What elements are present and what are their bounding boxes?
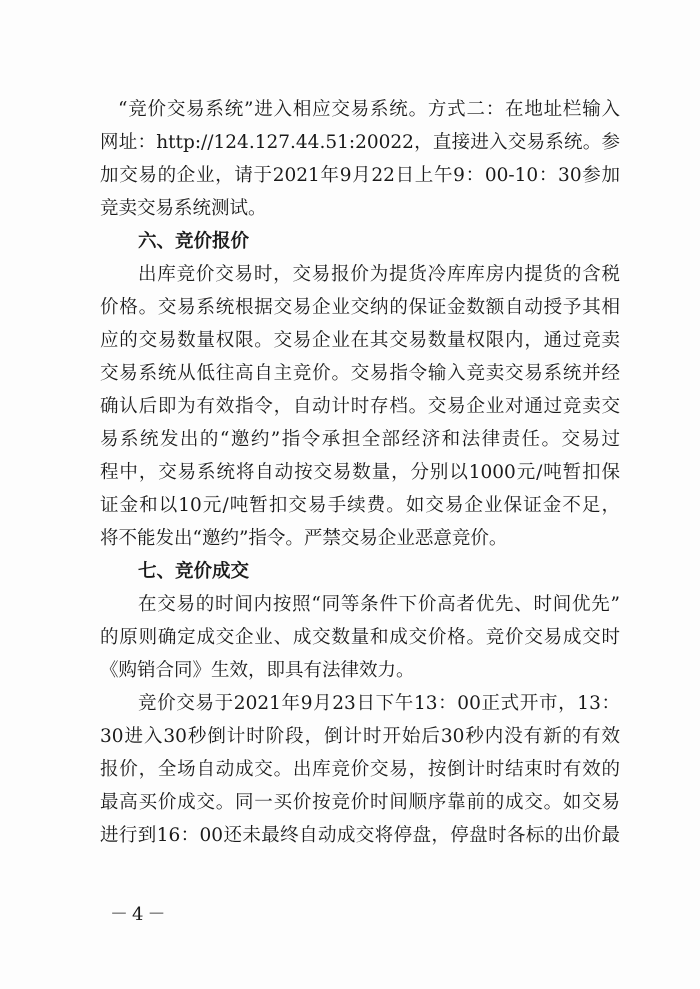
- page-number: －4－: [110, 904, 170, 925]
- text-line: 在交易的时间内按照“同等条件下价高者优先、时间优先”: [138, 594, 620, 615]
- text-line: 报价，全场自动成交。出库竞价交易，按倒计时结束时有效的: [100, 759, 620, 780]
- section-heading: 六、竞价报价: [138, 231, 250, 252]
- section-heading: 七、竞价成交: [138, 561, 250, 582]
- text-line: 网址：http://124.127.44.51:20022，直接进入交易系统。参: [100, 132, 620, 153]
- text-line: 30进入30秒倒计时阶段，倒计时开始后30秒内没有新的有效: [100, 726, 620, 747]
- text-line: 竞卖交易系统测试。: [100, 198, 267, 219]
- text-line: “竞价交易系统”进入相应交易系统。方式二：在地址栏输入: [118, 99, 620, 120]
- text-line: 最高买价成交。同一买价按竞价时间顺序靠前的成交。如交易: [100, 792, 620, 813]
- text-line: 应的交易数量权限。交易企业在其交易数量权限内，通过竞卖: [100, 330, 620, 351]
- text-line: 的原则确定成交企业、成交数量和成交价格。竞价交易成交时: [100, 627, 620, 648]
- text-line: 证金和以10元/吨暂扣交易手续费。如交易企业保证金不足，: [100, 495, 620, 516]
- text-line: 《购销合同》生效，即具有法律效力。: [100, 660, 415, 681]
- text-line: 交易系统从低往高自主竞价。交易指令输入竞卖交易系统并经: [100, 363, 620, 384]
- text-line: 易系统发出的“邀约”指令承担全部经济和法律责任。交易过: [100, 429, 620, 450]
- text-line: 进行到16：00还未最终自动成交将停盘，停盘时各标的出价最: [100, 825, 620, 846]
- text-line: 加交易的企业，请于2021年9月22日上午9：00-10：30参加: [100, 165, 620, 186]
- text-line: 价格。交易系统根据交易企业交纳的保证金数额自动授予其相: [100, 297, 620, 318]
- text-line: 确认后即为有效指令，自动计时存档。交易企业对通过竞卖交: [100, 396, 620, 417]
- text-line: 竞价交易于2021年9月23日下午13：00正式开市，13：: [138, 693, 620, 714]
- text-line: 将不能发出“邀约”指令。严禁交易企业恶意竞价。: [100, 528, 508, 549]
- text-line: 出库竞价交易时，交易报价为提货冷库库房内提货的含税: [138, 264, 620, 285]
- text-line: 程中，交易系统将自动按交易数量，分别以1000元/吨暂扣保: [100, 462, 620, 483]
